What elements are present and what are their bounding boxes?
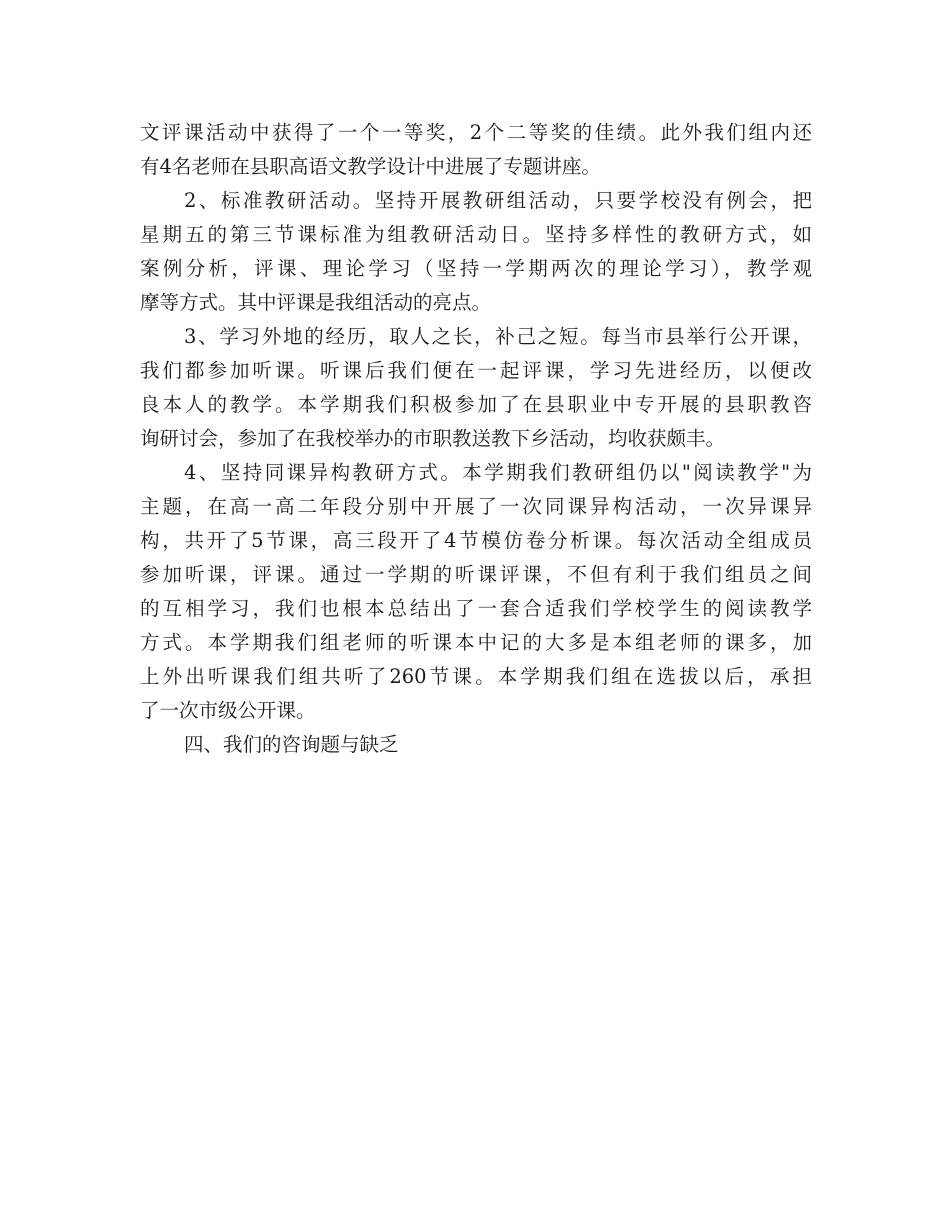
text-line: 的互相学习，我们也根本总结出了一套合适我们学校学生的阅读教学 (140, 597, 812, 620)
text-line: 文评课活动中获得了一个一等奖，2个二等奖的佳绩。此外我们组内还 (140, 121, 812, 144)
text-line: 3、学习外地的经历，取人之长，补己之短。每当市县举行公开课， (184, 325, 812, 348)
text-line: 有4名老师在县职高语文教学设计中进展了专题讲座。 (140, 155, 601, 178)
text-line: 摩等方式。其中评课是我组活动的亮点。 (140, 291, 492, 314)
text-line: 主题，在高一高二年段分别中开展了一次同课异构活动，一次异课异 (140, 495, 812, 518)
text-line: 参加听课，评课。通过一学期的听课评课，不但有利于我们组员之间 (140, 563, 812, 586)
text-line: 案例分析，评课、理论学习（坚持一学期两次的理论学习），教学观 (140, 257, 812, 280)
text-line: 良本人的教学。本学期我们积极参加了在县职业中专开展的县职教咨 (140, 393, 812, 416)
text-line: 了一次市级公开课。 (140, 699, 316, 722)
text-line: 构，共开了5节课，高三段开了4节模仿卷分析课。每次活动全组成员 (140, 529, 812, 552)
text-line: 方式。本学期我们组老师的听课本中记的大多是本组老师的课多，加 (140, 631, 812, 654)
document-body (140, 116, 812, 762)
text-line: 4、坚持同课异构教研方式。本学期我们教研组仍以"阅读教学"为 (184, 461, 812, 484)
text-line: 上外出听课我们组共听了260节课。本学期我们组在选拔以后，承担 (140, 665, 812, 688)
text-line: 星期五的第三节课标准为组教研活动日。坚持多样性的教研方式，如 (140, 223, 812, 246)
section-heading: 四、我们的咨询题与缺乏 (184, 733, 399, 756)
text-line: 2、标准教研活动。坚持开展教研组活动，只要学校没有例会，把 (184, 189, 812, 212)
text-line: 我们都参加听课。听课后我们便在一起评课，学习先进经历，以便改 (140, 359, 812, 382)
text-line: 询研讨会，参加了在我校举办的市职教送教下乡活动，均收获颇丰。 (140, 427, 726, 450)
